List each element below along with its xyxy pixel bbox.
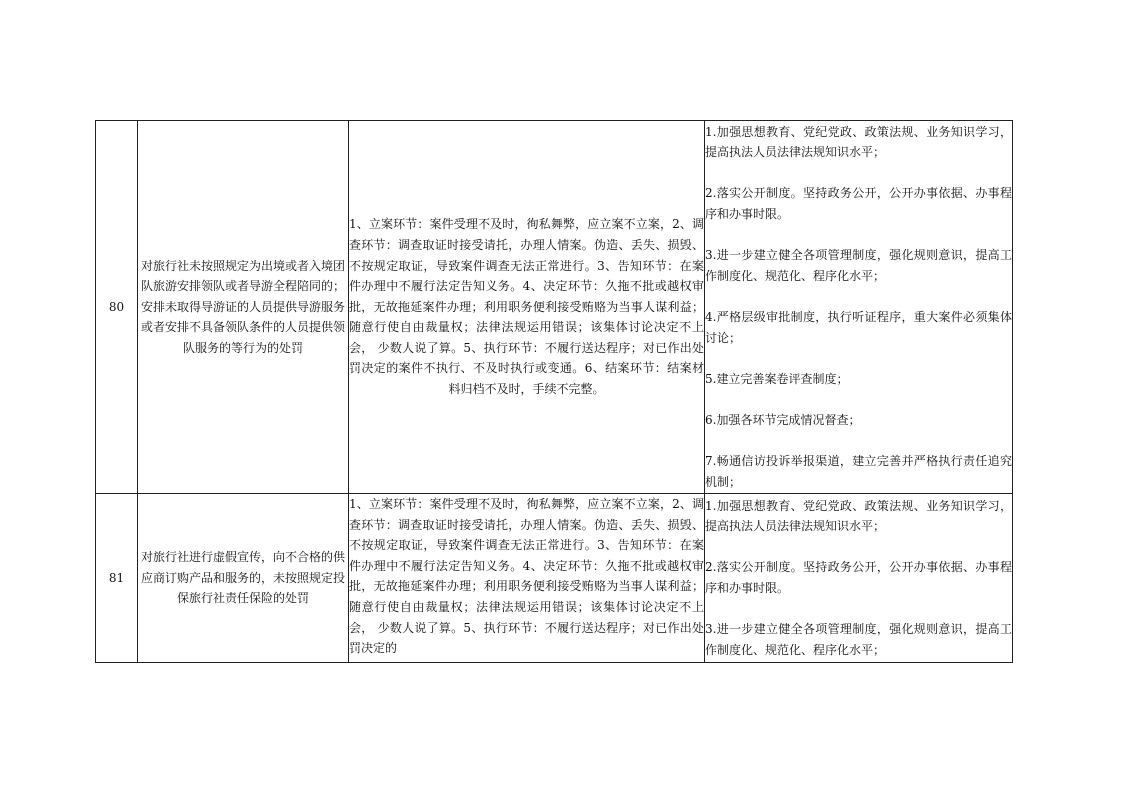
measure-item: 3.进一步建立健全各项管理制度，强化规则意识，提高工作制度化、规范化、程序化水平； xyxy=(705,248,1012,283)
measures-list xyxy=(705,496,1012,661)
prevention-measures xyxy=(705,121,1013,494)
measure-item: 6.加强各环节完成情况督查； xyxy=(705,412,861,427)
row-number: 81 xyxy=(96,494,138,663)
prevention-measures xyxy=(705,494,1013,663)
measure-item: 3.进一步建立健全各项管理制度，强化规则意识，提高工作制度化、规范化、程序化水平； xyxy=(705,622,1012,657)
table-row xyxy=(96,121,1013,494)
penalty-item: 对旅行社未按照规定为出境或者入境团队旅游安排领队或者导游全程陪同的；安排未取得导游证的人员提供导游服务或者安排不具备领队条件的人员提供领队服务的等行为的处罚 xyxy=(138,121,349,494)
measure-item: 1.加强思想教育、党纪党政、政策法规、业务知识学习，提高执法人员法律法规知识水平； xyxy=(705,498,1012,534)
measure-item: 1.加强思想教育、党纪党政、政策法规、业务知识学习，提高执法人员法律法规知识水平； xyxy=(705,124,1012,160)
measure-item: 4.严格层级审批制度，执行听证程序，重大案件必须集体讨论； xyxy=(705,310,1012,345)
measure-item: 7.畅通信访投诉举报渠道，建立完善并严格执行责任追究机制； xyxy=(705,454,1012,489)
measure-item: 5.建立完善案卷评查制度； xyxy=(705,371,849,386)
measure-item: 2.落实公开制度。坚持政务公开，公开办事依据、办事程序和办事时限。 xyxy=(705,560,1012,595)
row-number: 80 xyxy=(96,121,138,494)
table-row xyxy=(96,494,1013,663)
penalty-item: 对旅行社进行虚假宣传，向不合格的供应商订购产品和服务的，未按照规定投保旅行社责任保险的处罚 xyxy=(138,494,349,663)
risk-points: 1、立案环节：案件受理不及时，徇私舞弊，应立案不立案，2、调查环节：调查取证时接受请托，办理人情案。伪造、丢失、损毁、不按规定取证，导致案件调查无法正常进行。3、告知环节：在案件办理中不履行法定告知义务。4、决定环节：久拖不批或越权审批，无故拖延案件办理；利用职务便利接受贿赂为当事人谋利益；随意行使自由裁量权；法律法规运用错误；该集体讨论决定不上会， 少数人说了算。5、执行环节：不履行送达程序；对已作出处罚决定的案件不执行、不及时执行或变通。6、结案环节：结案材料归档不及时，手续不完整。 xyxy=(349,121,705,494)
risk-points-text: 1、立案环节：案件受理不及时，徇私舞弊，应立案不立案，2、调查环节：调查取证时接受请托，办理人情案。伪造、丢失、损毁、不按规定取证，导致案件调查无法正常进行。3、告知环节：在案件办理中不履行法定告知义务。4、决定环节：久拖不批或越权审批，无故拖延案件办理；利用职务便利接受贿赂为当事人谋利益；随意行使自由裁量权；法律法规运用错误；该集体讨论决定不上会， 少数人说了算。5、执行环节：不履行送达程序；对已作出处罚决定的 xyxy=(349,497,704,656)
risk-points xyxy=(349,494,705,663)
risk-control-table xyxy=(95,120,1013,663)
measure-item: 2.落实公开制度。坚持政务公开，公开办事依据、办事程序和办事时限。 xyxy=(705,186,1012,222)
